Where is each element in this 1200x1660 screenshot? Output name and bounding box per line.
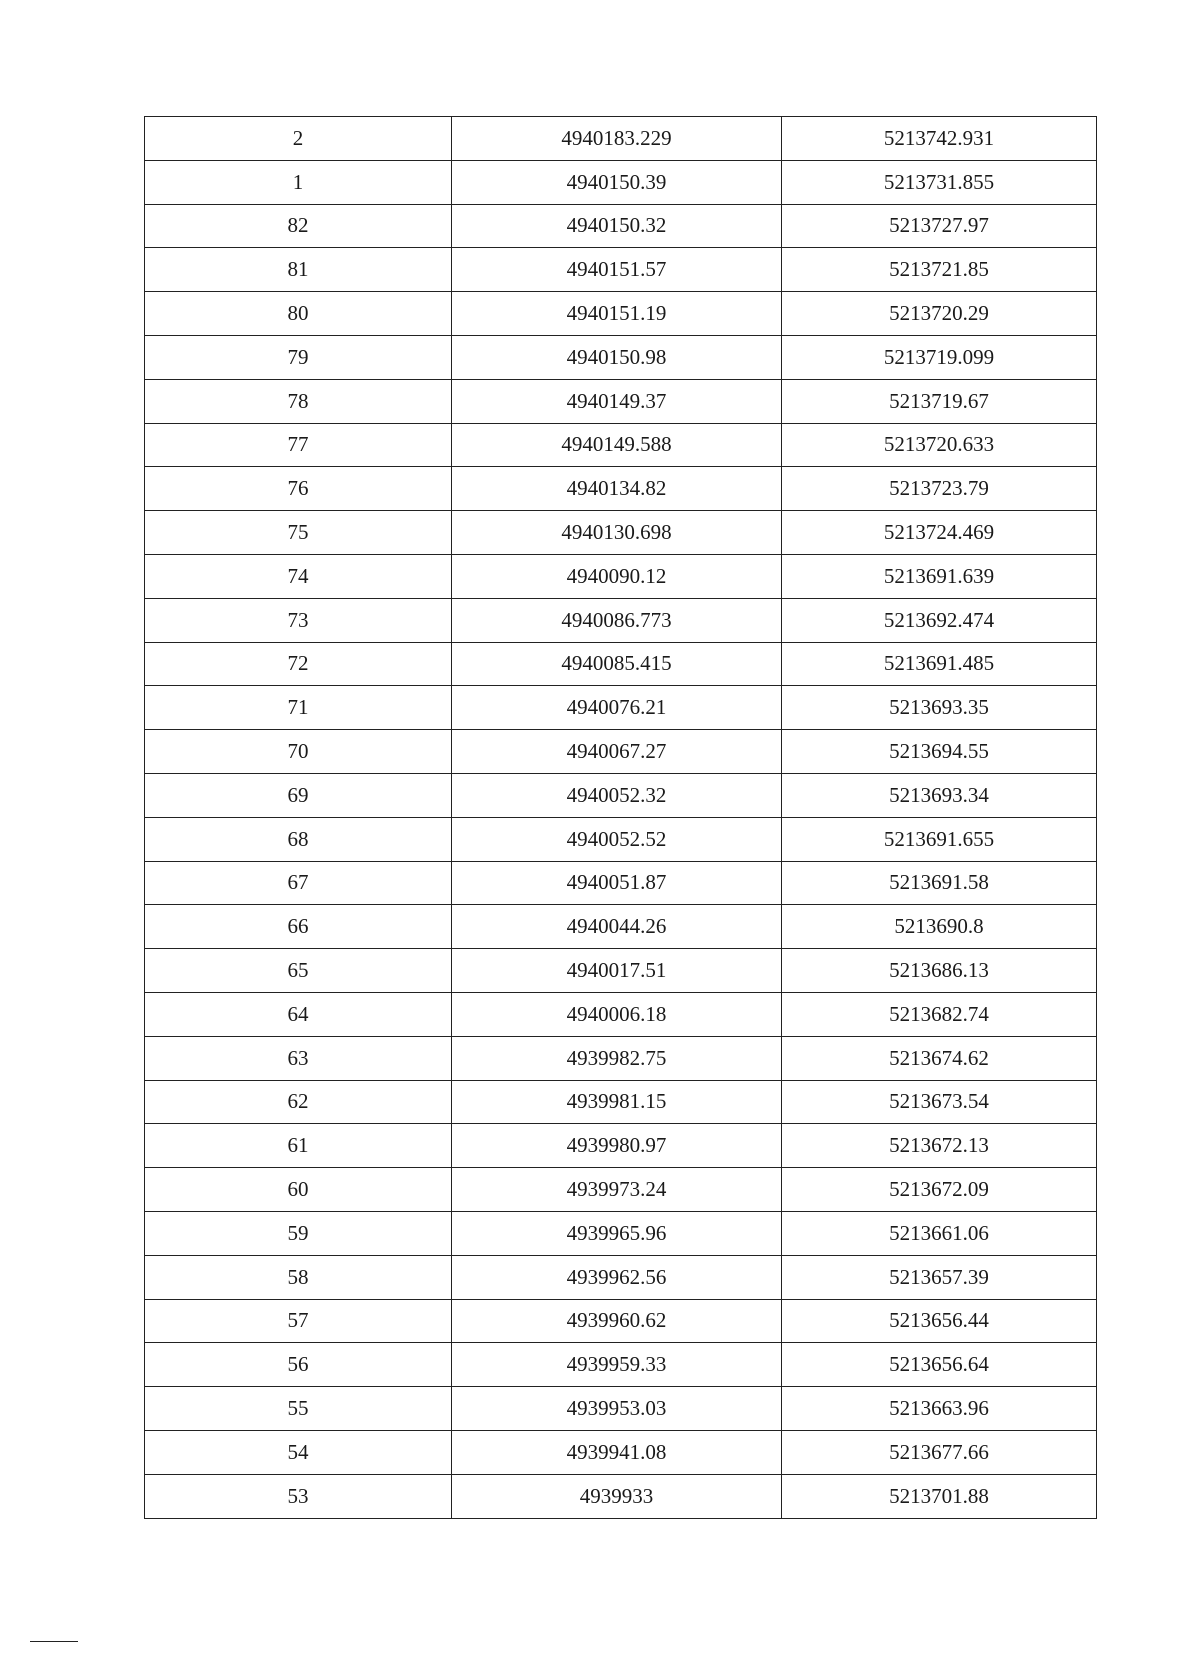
point-number-cell: 76 xyxy=(145,467,452,511)
table-row xyxy=(145,1168,1097,1212)
table-row xyxy=(145,1080,1097,1124)
x-coordinate-cell: 4940150.32 xyxy=(452,204,782,248)
point-number-cell: 77 xyxy=(145,423,452,467)
point-number-cell: 68 xyxy=(145,817,452,861)
y-coordinate-cell: 5213721.85 xyxy=(782,248,1097,292)
y-coordinate-cell: 5213686.13 xyxy=(782,949,1097,993)
point-number-cell: 73 xyxy=(145,598,452,642)
x-coordinate-cell: 4940017.51 xyxy=(452,949,782,993)
point-number-cell: 62 xyxy=(145,1080,452,1124)
table-row xyxy=(145,511,1097,555)
x-coordinate-cell: 4940067.27 xyxy=(452,730,782,774)
x-coordinate-cell: 4940052.52 xyxy=(452,817,782,861)
point-number-cell: 64 xyxy=(145,992,452,1036)
x-coordinate-cell: 4940076.21 xyxy=(452,686,782,730)
y-coordinate-cell: 5213720.633 xyxy=(782,423,1097,467)
x-coordinate-cell: 4940044.26 xyxy=(452,905,782,949)
table-row xyxy=(145,1036,1097,1080)
footnote-rule xyxy=(30,1641,78,1642)
point-number-cell: 56 xyxy=(145,1343,452,1387)
point-number-cell: 80 xyxy=(145,292,452,336)
point-number-cell: 69 xyxy=(145,773,452,817)
table-row xyxy=(145,1474,1097,1518)
y-coordinate-cell: 5213691.639 xyxy=(782,554,1097,598)
point-number-cell: 67 xyxy=(145,861,452,905)
x-coordinate-cell: 4940090.12 xyxy=(452,554,782,598)
y-coordinate-cell: 5213742.931 xyxy=(782,117,1097,161)
y-coordinate-cell: 5213672.09 xyxy=(782,1168,1097,1212)
y-coordinate-cell: 5213672.13 xyxy=(782,1124,1097,1168)
y-coordinate-cell: 5213724.469 xyxy=(782,511,1097,555)
table-row xyxy=(145,949,1097,993)
point-number-cell: 70 xyxy=(145,730,452,774)
y-coordinate-cell: 5213701.88 xyxy=(782,1474,1097,1518)
point-number-cell: 2 xyxy=(145,117,452,161)
x-coordinate-cell: 4940151.57 xyxy=(452,248,782,292)
y-coordinate-cell: 5213661.06 xyxy=(782,1211,1097,1255)
x-coordinate-cell: 4939981.15 xyxy=(452,1080,782,1124)
x-coordinate-cell: 4940149.588 xyxy=(452,423,782,467)
x-coordinate-cell: 4940006.18 xyxy=(452,992,782,1036)
table-row xyxy=(145,730,1097,774)
table-row xyxy=(145,554,1097,598)
table-row xyxy=(145,817,1097,861)
point-number-cell: 82 xyxy=(145,204,452,248)
table-row xyxy=(145,861,1097,905)
table-row xyxy=(145,773,1097,817)
point-number-cell: 53 xyxy=(145,1474,452,1518)
table-row xyxy=(145,992,1097,1036)
x-coordinate-cell: 4939960.62 xyxy=(452,1299,782,1343)
y-coordinate-cell: 5213656.64 xyxy=(782,1343,1097,1387)
table-row xyxy=(145,248,1097,292)
table-row xyxy=(145,598,1097,642)
coordinates-table-body xyxy=(145,117,1097,1519)
coordinates-table xyxy=(144,116,1097,1519)
y-coordinate-cell: 5213723.79 xyxy=(782,467,1097,511)
point-number-cell: 57 xyxy=(145,1299,452,1343)
y-coordinate-cell: 5213692.474 xyxy=(782,598,1097,642)
y-coordinate-cell: 5213657.39 xyxy=(782,1255,1097,1299)
y-coordinate-cell: 5213691.485 xyxy=(782,642,1097,686)
x-coordinate-cell: 4939965.96 xyxy=(452,1211,782,1255)
table-row xyxy=(145,1211,1097,1255)
table-row xyxy=(145,379,1097,423)
y-coordinate-cell: 5213720.29 xyxy=(782,292,1097,336)
point-number-cell: 63 xyxy=(145,1036,452,1080)
table-row xyxy=(145,292,1097,336)
x-coordinate-cell: 4940134.82 xyxy=(452,467,782,511)
point-number-cell: 1 xyxy=(145,160,452,204)
y-coordinate-cell: 5213719.099 xyxy=(782,335,1097,379)
x-coordinate-cell: 4940183.229 xyxy=(452,117,782,161)
table-row xyxy=(145,1430,1097,1474)
table-row xyxy=(145,1387,1097,1431)
table-row xyxy=(145,423,1097,467)
x-coordinate-cell: 4940149.37 xyxy=(452,379,782,423)
table-row xyxy=(145,905,1097,949)
y-coordinate-cell: 5213673.54 xyxy=(782,1080,1097,1124)
table-row xyxy=(145,204,1097,248)
point-number-cell: 58 xyxy=(145,1255,452,1299)
y-coordinate-cell: 5213727.97 xyxy=(782,204,1097,248)
table-row xyxy=(145,642,1097,686)
point-number-cell: 65 xyxy=(145,949,452,993)
y-coordinate-cell: 5213682.74 xyxy=(782,992,1097,1036)
y-coordinate-cell: 5213719.67 xyxy=(782,379,1097,423)
table-row xyxy=(145,160,1097,204)
table-row xyxy=(145,335,1097,379)
x-coordinate-cell: 4940052.32 xyxy=(452,773,782,817)
point-number-cell: 59 xyxy=(145,1211,452,1255)
y-coordinate-cell: 5213694.55 xyxy=(782,730,1097,774)
table-row xyxy=(145,1124,1097,1168)
x-coordinate-cell: 4939982.75 xyxy=(452,1036,782,1080)
y-coordinate-cell: 5213691.655 xyxy=(782,817,1097,861)
point-number-cell: 79 xyxy=(145,335,452,379)
point-number-cell: 78 xyxy=(145,379,452,423)
x-coordinate-cell: 4940151.19 xyxy=(452,292,782,336)
y-coordinate-cell: 5213677.66 xyxy=(782,1430,1097,1474)
y-coordinate-cell: 5213674.62 xyxy=(782,1036,1097,1080)
point-number-cell: 74 xyxy=(145,554,452,598)
x-coordinate-cell: 4940130.698 xyxy=(452,511,782,555)
x-coordinate-cell: 4939973.24 xyxy=(452,1168,782,1212)
point-number-cell: 66 xyxy=(145,905,452,949)
point-number-cell: 75 xyxy=(145,511,452,555)
point-number-cell: 55 xyxy=(145,1387,452,1431)
x-coordinate-cell: 4940051.87 xyxy=(452,861,782,905)
table-row xyxy=(145,1255,1097,1299)
table-row xyxy=(145,1299,1097,1343)
y-coordinate-cell: 5213663.96 xyxy=(782,1387,1097,1431)
y-coordinate-cell: 5213693.34 xyxy=(782,773,1097,817)
table-row xyxy=(145,1343,1097,1387)
point-number-cell: 61 xyxy=(145,1124,452,1168)
x-coordinate-cell: 4940150.98 xyxy=(452,335,782,379)
x-coordinate-cell: 4939933 xyxy=(452,1474,782,1518)
x-coordinate-cell: 4939962.56 xyxy=(452,1255,782,1299)
y-coordinate-cell: 5213656.44 xyxy=(782,1299,1097,1343)
y-coordinate-cell: 5213693.35 xyxy=(782,686,1097,730)
point-number-cell: 54 xyxy=(145,1430,452,1474)
table-row xyxy=(145,117,1097,161)
y-coordinate-cell: 5213731.855 xyxy=(782,160,1097,204)
point-number-cell: 71 xyxy=(145,686,452,730)
x-coordinate-cell: 4940085.415 xyxy=(452,642,782,686)
x-coordinate-cell: 4939941.08 xyxy=(452,1430,782,1474)
x-coordinate-cell: 4939980.97 xyxy=(452,1124,782,1168)
y-coordinate-cell: 5213691.58 xyxy=(782,861,1097,905)
y-coordinate-cell: 5213690.8 xyxy=(782,905,1097,949)
x-coordinate-cell: 4939959.33 xyxy=(452,1343,782,1387)
point-number-cell: 60 xyxy=(145,1168,452,1212)
point-number-cell: 72 xyxy=(145,642,452,686)
x-coordinate-cell: 4939953.03 xyxy=(452,1387,782,1431)
table-row xyxy=(145,686,1097,730)
x-coordinate-cell: 4940150.39 xyxy=(452,160,782,204)
table-row xyxy=(145,467,1097,511)
point-number-cell: 81 xyxy=(145,248,452,292)
x-coordinate-cell: 4940086.773 xyxy=(452,598,782,642)
